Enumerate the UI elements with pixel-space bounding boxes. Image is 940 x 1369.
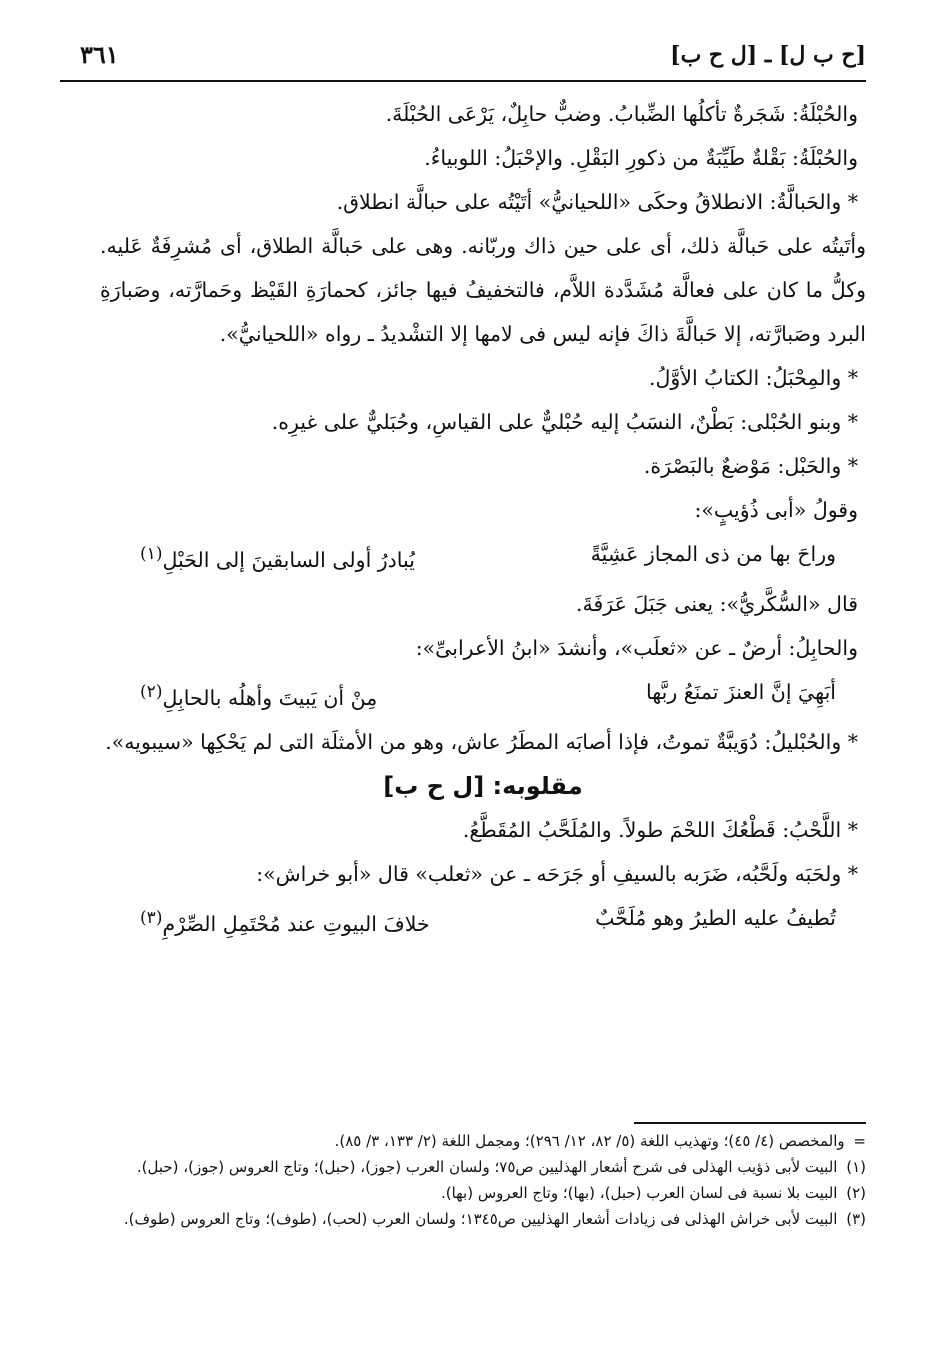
paragraph: وقولُ «أبى ذُؤيبٍ»:: [694, 498, 858, 522]
footnote: [100, 1154, 866, 1180]
verse-text: خلافَ البيوتِ عند مُحْتَمِلِ الصِّرْمِ: [162, 911, 430, 936]
footnote-number: (٢): [846, 1184, 866, 1202]
verse-text: مِنْ أن يَبيتَ وأهلُه بالحابِلِ: [162, 685, 378, 710]
root-heading: [ح ب ل] ـ [ل ح ب]: [670, 42, 866, 68]
footnote: [100, 1128, 866, 1154]
paragraph: وأتَيتُه على حَبالَّة ذلك، أى على حين ذاك وربّانه. وهى على حَبالَّة الطلاق، أى مُشرِفَةٌ عَليه. وكلُّ ما كان على فعالَّة مُشَدَّدة اللاَّم، فالتخفيفُ فيها جائز، كحمارَةِ القَيْظ وحَمارَّته، وصَبارَةِ البرد وصَبارَّته، إلا حَبالَّةَ ذاكَ فإنه ليس فى لامها إلا التشْديدُ ـ رواه «اللحيانيُّ».: [100, 234, 866, 346]
verse-first-half: أبَهِيَ إنَّ العنزَ تمنَعُ ربَّها: [645, 679, 836, 704]
paragraph: والحُبْلَةُ: بَقْلةٌ طَيِّبَةٌ من ذكورِ البَقْلِ. والإحْبَلُ: اللوبياءُ.: [424, 146, 858, 170]
paragraph: * والمِحْبَلُ: الكتابُ الأوَّلُ.: [648, 366, 858, 390]
verse-line: [100, 670, 866, 720]
footnote-divider: [634, 1122, 866, 1124]
page-header: [60, 40, 866, 82]
paragraph: * وبنو الحُبْلى: بَطْنٌ، النسَبُ إليه حُبْليٌّ على القياسِ، وحُبَليٌّ على غيرِه.: [271, 410, 858, 434]
footnote-marker: (٣): [140, 907, 163, 928]
paragraph: والحابِلُ: أرضٌ ـ عن «ثعلَب»، وأنشدَ «ابنُ الأعرابىِّ»:: [415, 635, 858, 660]
footnotes: [100, 1128, 866, 1232]
footnote-text: البيت لأبى خراش الهذلى فى زيادات أشعار الهذليين ص١٣٤٥؛ ولسان العرب (لحب)، (طوف)؛ وتاج العروس (طوف).: [123, 1210, 838, 1228]
footnote-number: =: [853, 1132, 866, 1150]
footnote-text: البيت بلا نسبة فى لسان العرب (حبل)، (بها)؛ وتاج العروس (بها).: [440, 1184, 838, 1202]
page-number: ٣٦١: [80, 40, 119, 69]
paragraph: * والحَبالَّةُ: الانطلاقُ وحكَى «اللحيانيُّ» أتَيْتُه على حبالَّة انطلاق.: [336, 190, 858, 214]
paragraph: * اللَّحْبُ: قَطْعُكَ اللحْمَ طولاً. والمُلَحَّبُ المُقَطَّعُ.: [462, 817, 858, 842]
verse-line: [100, 896, 866, 946]
paragraph: والحُبْلَةُ: شَجَرةٌ تأكلُها الضِّبابُ. وضبٌّ حابِلٌ، يَرْعَى الحُبْلَةَ.: [385, 102, 858, 126]
verse-first-half: وراحَ بها من ذى المجاز عَشِيَّةً: [590, 542, 836, 566]
footnote-number: (١): [846, 1158, 866, 1176]
paragraph: * ولحَبَه ولَحَّبُه، ضَرَبه بالسيفِ أو جَرَحَه ـ عن «ثعلب» قال «أبو خراش»:: [256, 861, 858, 886]
verse-second-half: [140, 670, 377, 720]
footnote: [100, 1206, 866, 1232]
paragraph: * والحُبْليلُ: دُوَيبَّةٌ تموتُ، فإذا أصابَه المطَرُ عاش، وهو من الأمثلَة التى لم يَحْكِها «سيبويه».: [105, 729, 858, 754]
paragraph: * والحَبْل: مَوْضعٌ بالبَصْرَة.: [643, 454, 858, 478]
footnote-text: البيت لأبى ذؤيب الهذلى فى شرح أشعار الهذليين ص٧٥؛ ولسان العرب (جوز)، (حبل)؛ وتاج العروس (جوز)، (حبل).: [136, 1158, 838, 1176]
verse-first-half: تُطيفُ عليه الطيرُ وهو مُلَحَّبٌ: [595, 905, 836, 930]
footnote-number: (٣): [846, 1210, 866, 1228]
footnote-marker: (١): [140, 544, 163, 564]
footnote: [100, 1180, 866, 1206]
section-title: مقلوبه: [ل ح ب]: [383, 771, 583, 800]
footnote-marker: (٢): [140, 681, 163, 702]
footnote-text: والمخصص (٤/ ٤٥)؛ وتهذيب اللغة (٥/ ٨٢، ١٢/ ٢٩٦)؛ ومجمل اللغة (٢/ ١٣٣، ٣/ ٨٥).: [334, 1132, 845, 1150]
verse-second-half: [140, 896, 430, 946]
verse-text: يُبادرُ أولى السابقينَ إلى الحَبْلِ: [162, 547, 415, 572]
verse-line: [100, 532, 866, 582]
paragraph: قال «السُّكَّريُّ»: يعنى جَبَلَ عَرَفَةَ.: [575, 591, 858, 616]
main-text: [100, 92, 866, 945]
verse-second-half: [140, 532, 415, 582]
